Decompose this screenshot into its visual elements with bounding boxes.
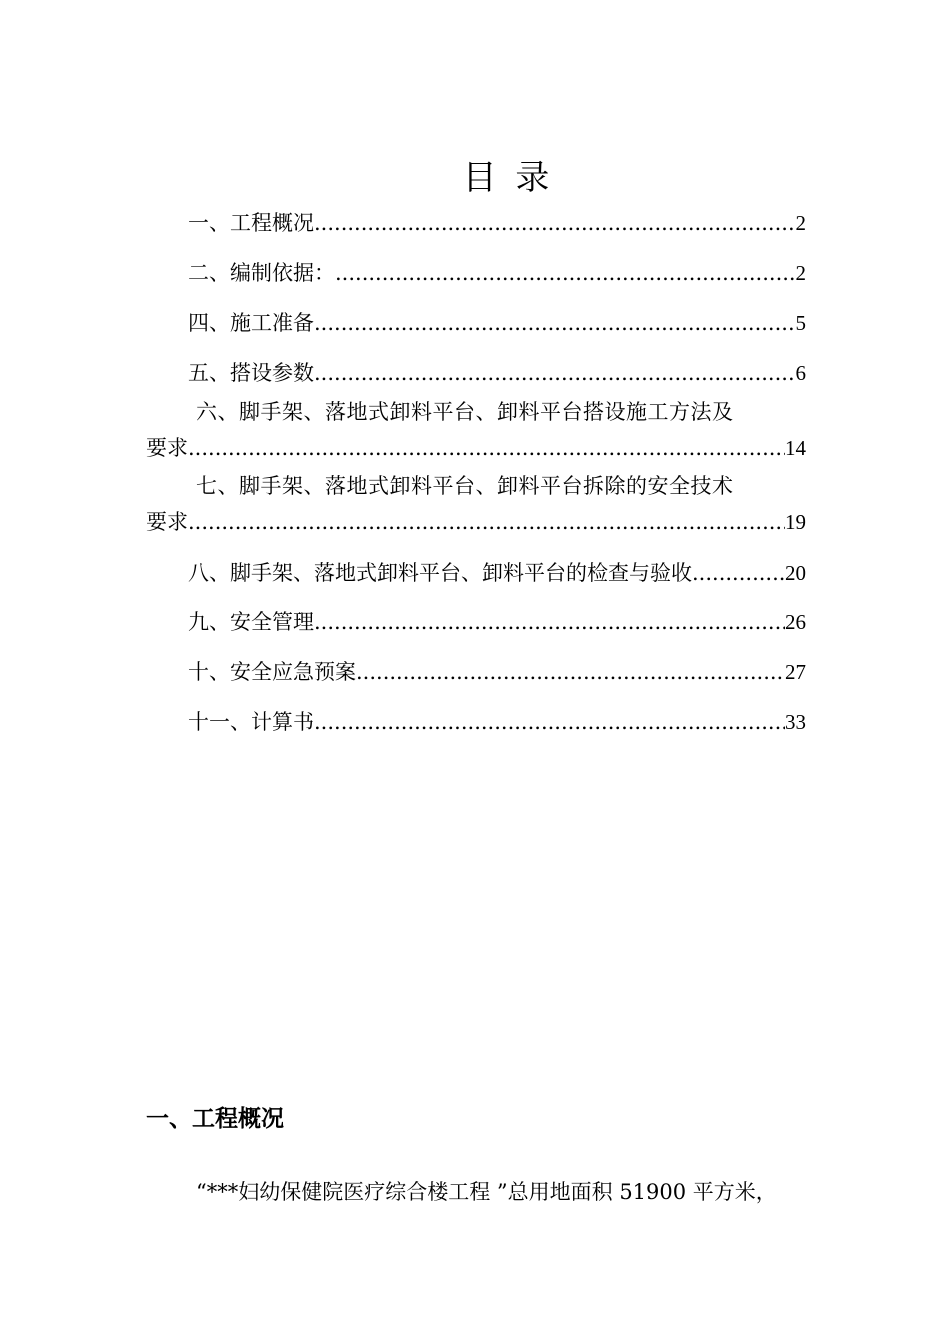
toc-page-number: 26 <box>785 610 806 634</box>
toc-entry-label: 二、编制依据： <box>188 261 335 285</box>
toc-entry-label: 九、安全管理 <box>188 610 314 634</box>
toc-entry-label: 十一、计算书 <box>188 710 314 734</box>
toc-leader-dots <box>692 558 785 588</box>
toc-page-number: 20 <box>785 561 806 585</box>
toc-entry[interactable] <box>188 607 806 637</box>
toc-entry[interactable] <box>188 558 806 588</box>
toc-page-number: 33 <box>785 710 806 734</box>
toc-title: 目 录 <box>462 158 554 198</box>
toc-leader-dots <box>314 607 785 637</box>
toc-leader-dots <box>314 208 796 238</box>
toc-page-number: 19 <box>785 510 806 534</box>
toc-page-number: 2 <box>795 211 806 235</box>
toc-page-number: 2 <box>795 261 806 285</box>
toc-leader-dots <box>188 507 785 537</box>
toc-page-number: 27 <box>785 660 806 684</box>
toc-entry-label: 十、安全应急预案 <box>188 660 356 684</box>
toc-page-number: 14 <box>785 436 806 460</box>
toc-entry[interactable] <box>146 433 806 463</box>
toc-entry[interactable] <box>146 507 806 537</box>
toc-page-number: 5 <box>795 311 806 335</box>
toc-entry[interactable] <box>188 308 806 338</box>
toc-leader-dots <box>188 433 785 463</box>
toc-entry[interactable] <box>188 707 806 737</box>
toc-entry-first-line[interactable]: 七、脚手架、落地式卸料平台、卸料平台拆除的安全技术 <box>196 474 734 498</box>
toc-entry-label: 要求 <box>146 436 188 460</box>
toc-entry-label: 五、搭设参数 <box>188 361 314 385</box>
toc-leader-dots <box>356 657 785 687</box>
toc-leader-dots <box>335 258 796 288</box>
toc-leader-dots <box>314 308 796 338</box>
section-heading: 一、工程概况 <box>146 1106 284 1132</box>
toc-entry-first-line[interactable]: 六、脚手架、落地式卸料平台、卸料平台搭设施工方法及 <box>196 400 734 424</box>
toc-entry-label: 四、施工准备 <box>188 311 314 335</box>
toc-entry[interactable] <box>188 208 806 238</box>
toc-entry[interactable] <box>188 258 806 288</box>
toc-entry-label: 一、工程概况 <box>188 211 314 235</box>
toc-entry[interactable] <box>188 358 806 388</box>
toc-entry-label: 八、脚手架、落地式卸料平台、卸料平台的检查与验收 <box>188 561 692 585</box>
toc-entry-label: 要求 <box>146 510 188 534</box>
toc-entry[interactable] <box>188 657 806 687</box>
body-paragraph: “***妇幼保健院医疗综合楼工程 ”总用地面积 51900 平方米， <box>196 1180 777 1204</box>
toc-leader-dots <box>314 707 785 737</box>
toc-page-number: 6 <box>795 361 806 385</box>
toc-leader-dots <box>314 358 796 388</box>
